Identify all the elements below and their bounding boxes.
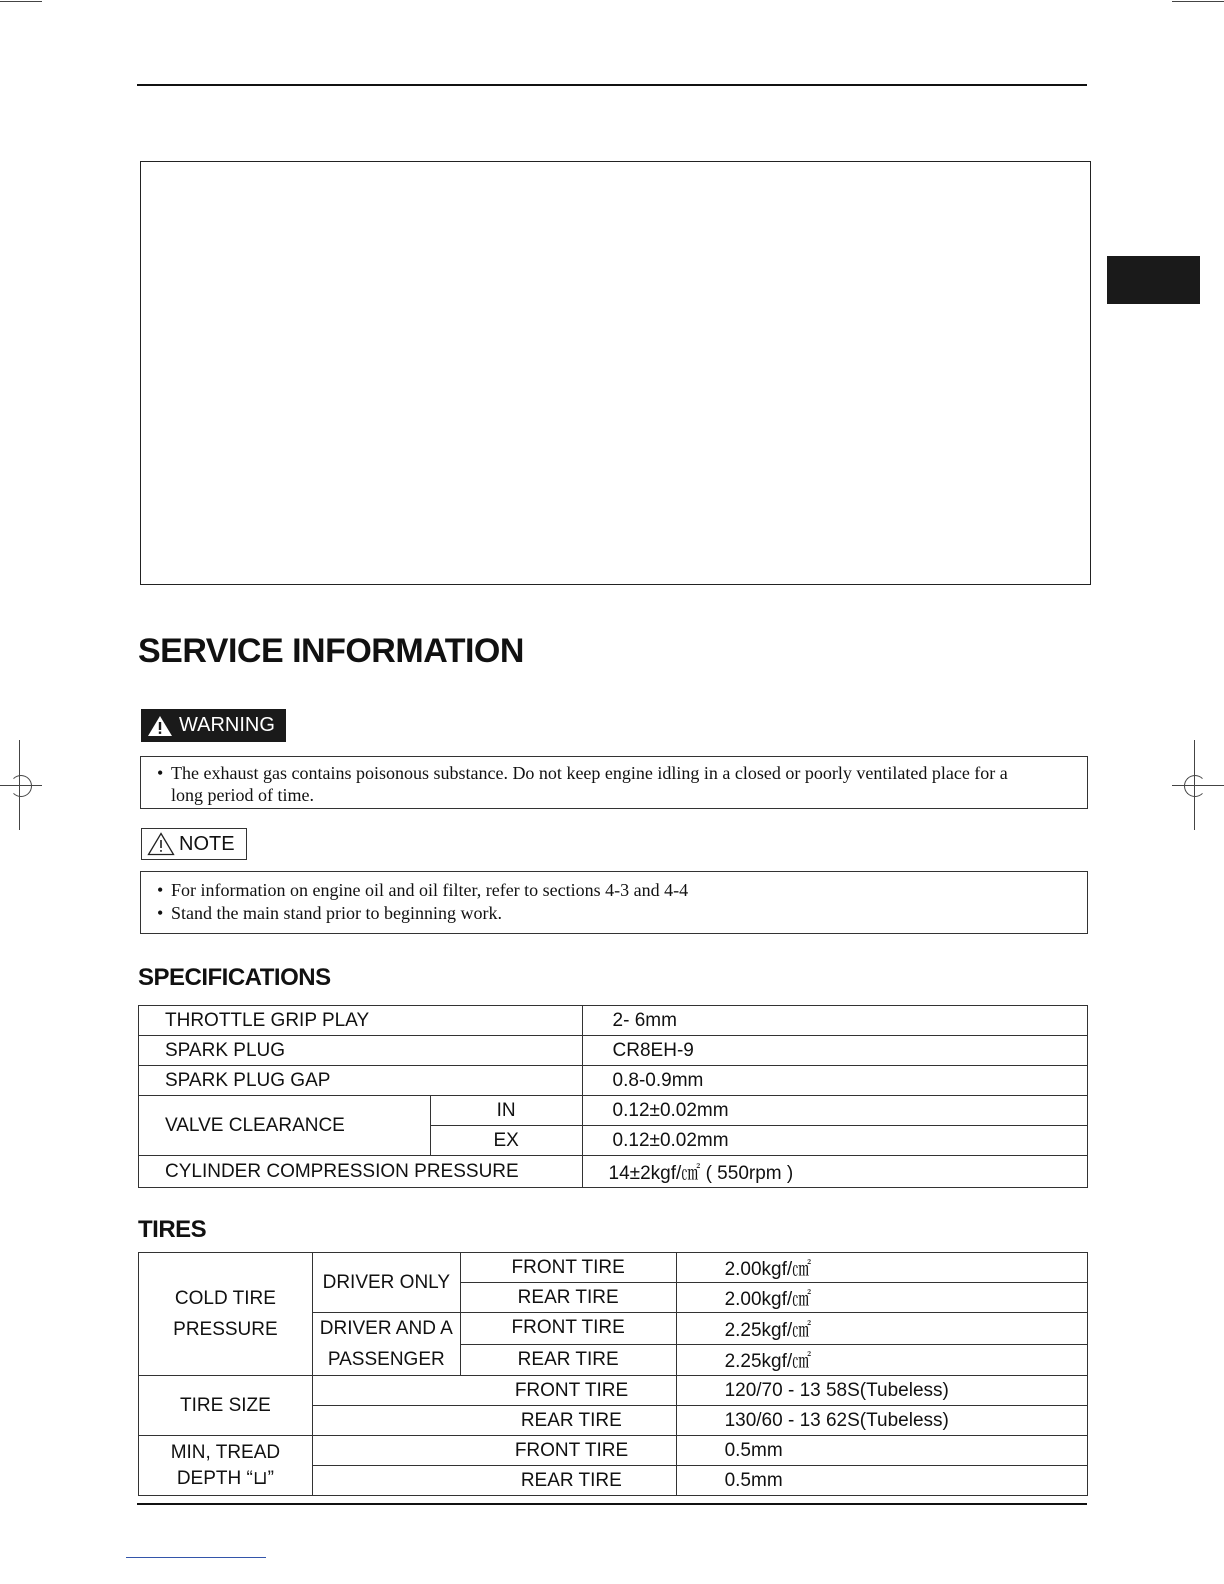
note-box bbox=[140, 871, 1088, 934]
page-title: SERVICE INFORMATION bbox=[138, 632, 524, 670]
tire-position-text: FRONT TIRE bbox=[514, 1379, 629, 1401]
figure-frame bbox=[140, 161, 1091, 585]
spec-value: 0.12±0.02mm bbox=[582, 1126, 1087, 1156]
warning-text-line-2: long period of time. bbox=[171, 785, 314, 805]
specifications-heading: SPECIFICATIONS bbox=[138, 964, 331, 991]
crop-mark-top-right bbox=[1172, 1, 1224, 2]
note-item: For information on engine oil and oil filter, refer to sections 4-3 and 4-4 bbox=[171, 880, 689, 900]
header-rule bbox=[137, 84, 1087, 86]
tire-position: REAR TIRE bbox=[460, 1344, 676, 1376]
tire-value: 2.25kgf/㎠ bbox=[676, 1344, 1087, 1376]
tire-position-text: REAR TIRE bbox=[520, 1469, 622, 1491]
rider-label: DRIVER ONLY bbox=[312, 1253, 460, 1313]
table-row bbox=[139, 1066, 1088, 1096]
table-row bbox=[139, 1096, 1088, 1126]
tire-group-label bbox=[139, 1253, 313, 1376]
tire-group-label-line: MIN, TREAD bbox=[170, 1441, 281, 1463]
note-item: Stand the main stand prior to beginning work. bbox=[171, 903, 502, 923]
tire-group-label-line: COLD TIRE bbox=[174, 1288, 276, 1309]
tire-position: REAR TIRE bbox=[460, 1283, 676, 1313]
warning-text-line-1: The exhaust gas contains poisonous substance. Do not keep engine idling in a closed or poorly ventilated place for a bbox=[171, 763, 1008, 783]
tire-value: 120/70 - 13 58S(Tubeless) bbox=[676, 1376, 1087, 1406]
note-label-text: NOTE bbox=[179, 832, 235, 855]
table-row bbox=[139, 1376, 1088, 1406]
table-row bbox=[139, 1253, 1088, 1283]
spec-label: THROTTLE GRIP PLAY bbox=[139, 1006, 583, 1036]
warning-box bbox=[140, 756, 1088, 809]
crop-mark-top-left bbox=[0, 1, 42, 2]
spec-value: CR8EH-9 bbox=[582, 1036, 1087, 1066]
tire-position bbox=[312, 1376, 676, 1406]
bullet-icon: • bbox=[157, 903, 164, 923]
tire-position: FRONT TIRE bbox=[460, 1253, 676, 1283]
tire-position bbox=[312, 1466, 676, 1496]
tire-value: 130/60 - 13 62S(Tubeless) bbox=[676, 1406, 1087, 1436]
section-side-tab bbox=[1107, 256, 1200, 304]
bullet-icon: • bbox=[157, 880, 164, 900]
tire-value: 2.25kgf/㎠ bbox=[676, 1313, 1087, 1345]
tire-position bbox=[312, 1406, 676, 1436]
tire-position bbox=[312, 1436, 676, 1466]
footer-rule bbox=[137, 1503, 1087, 1505]
spec-value: 0.8-0.9mm bbox=[582, 1066, 1087, 1096]
rider-label-line: PASSENGER bbox=[327, 1349, 445, 1370]
registration-mark-right bbox=[1184, 775, 1206, 797]
tire-group-label-line: DEPTH “⊔” bbox=[176, 1467, 274, 1489]
tire-position-text: FRONT TIRE bbox=[514, 1439, 629, 1461]
table-row bbox=[139, 1006, 1088, 1036]
spec-value: 2- 6mm bbox=[582, 1006, 1087, 1036]
spec-label: SPARK PLUG bbox=[139, 1036, 583, 1066]
tire-group-label bbox=[139, 1436, 313, 1496]
bullet-icon: • bbox=[157, 763, 164, 783]
tire-position: FRONT TIRE bbox=[460, 1313, 676, 1345]
tire-group-label-line: PRESSURE bbox=[173, 1319, 278, 1340]
warning-label-text: WARNING bbox=[179, 714, 275, 736]
tire-position-text: REAR TIRE bbox=[520, 1409, 622, 1431]
footer-link-underline bbox=[126, 1557, 266, 1558]
spec-label: SPARK PLUG GAP bbox=[139, 1066, 583, 1096]
tires-heading: TIRES bbox=[138, 1216, 207, 1243]
spec-sublabel: IN bbox=[430, 1096, 582, 1126]
table-row bbox=[139, 1436, 1088, 1466]
tire-value: 2.00kgf/㎠ bbox=[676, 1283, 1087, 1313]
tire-value: 2.00kgf/㎠ bbox=[676, 1253, 1087, 1283]
table-row bbox=[139, 1156, 1088, 1188]
spec-label: VALVE CLEARANCE bbox=[139, 1096, 431, 1156]
spec-value: 14±2kgf/㎠ ( 550rpm ) bbox=[582, 1156, 1087, 1188]
warning-triangle-icon bbox=[147, 715, 173, 737]
rider-label bbox=[312, 1313, 460, 1376]
tire-group-label: TIRE SIZE bbox=[139, 1376, 313, 1436]
tires-table bbox=[138, 1252, 1088, 1496]
spec-label: CYLINDER COMPRESSION PRESSURE bbox=[139, 1156, 583, 1188]
note-label bbox=[141, 828, 247, 860]
tire-value: 0.5mm bbox=[676, 1466, 1087, 1496]
spec-sublabel: EX bbox=[430, 1126, 582, 1156]
table-row bbox=[139, 1036, 1088, 1066]
registration-mark-left bbox=[10, 775, 32, 797]
rider-label-line: DRIVER AND A bbox=[319, 1318, 453, 1339]
specifications-table bbox=[138, 1005, 1088, 1188]
spec-value: 0.12±0.02mm bbox=[582, 1096, 1087, 1126]
tire-value: 0.5mm bbox=[676, 1436, 1087, 1466]
caution-triangle-icon bbox=[147, 832, 175, 856]
warning-label bbox=[141, 709, 286, 742]
